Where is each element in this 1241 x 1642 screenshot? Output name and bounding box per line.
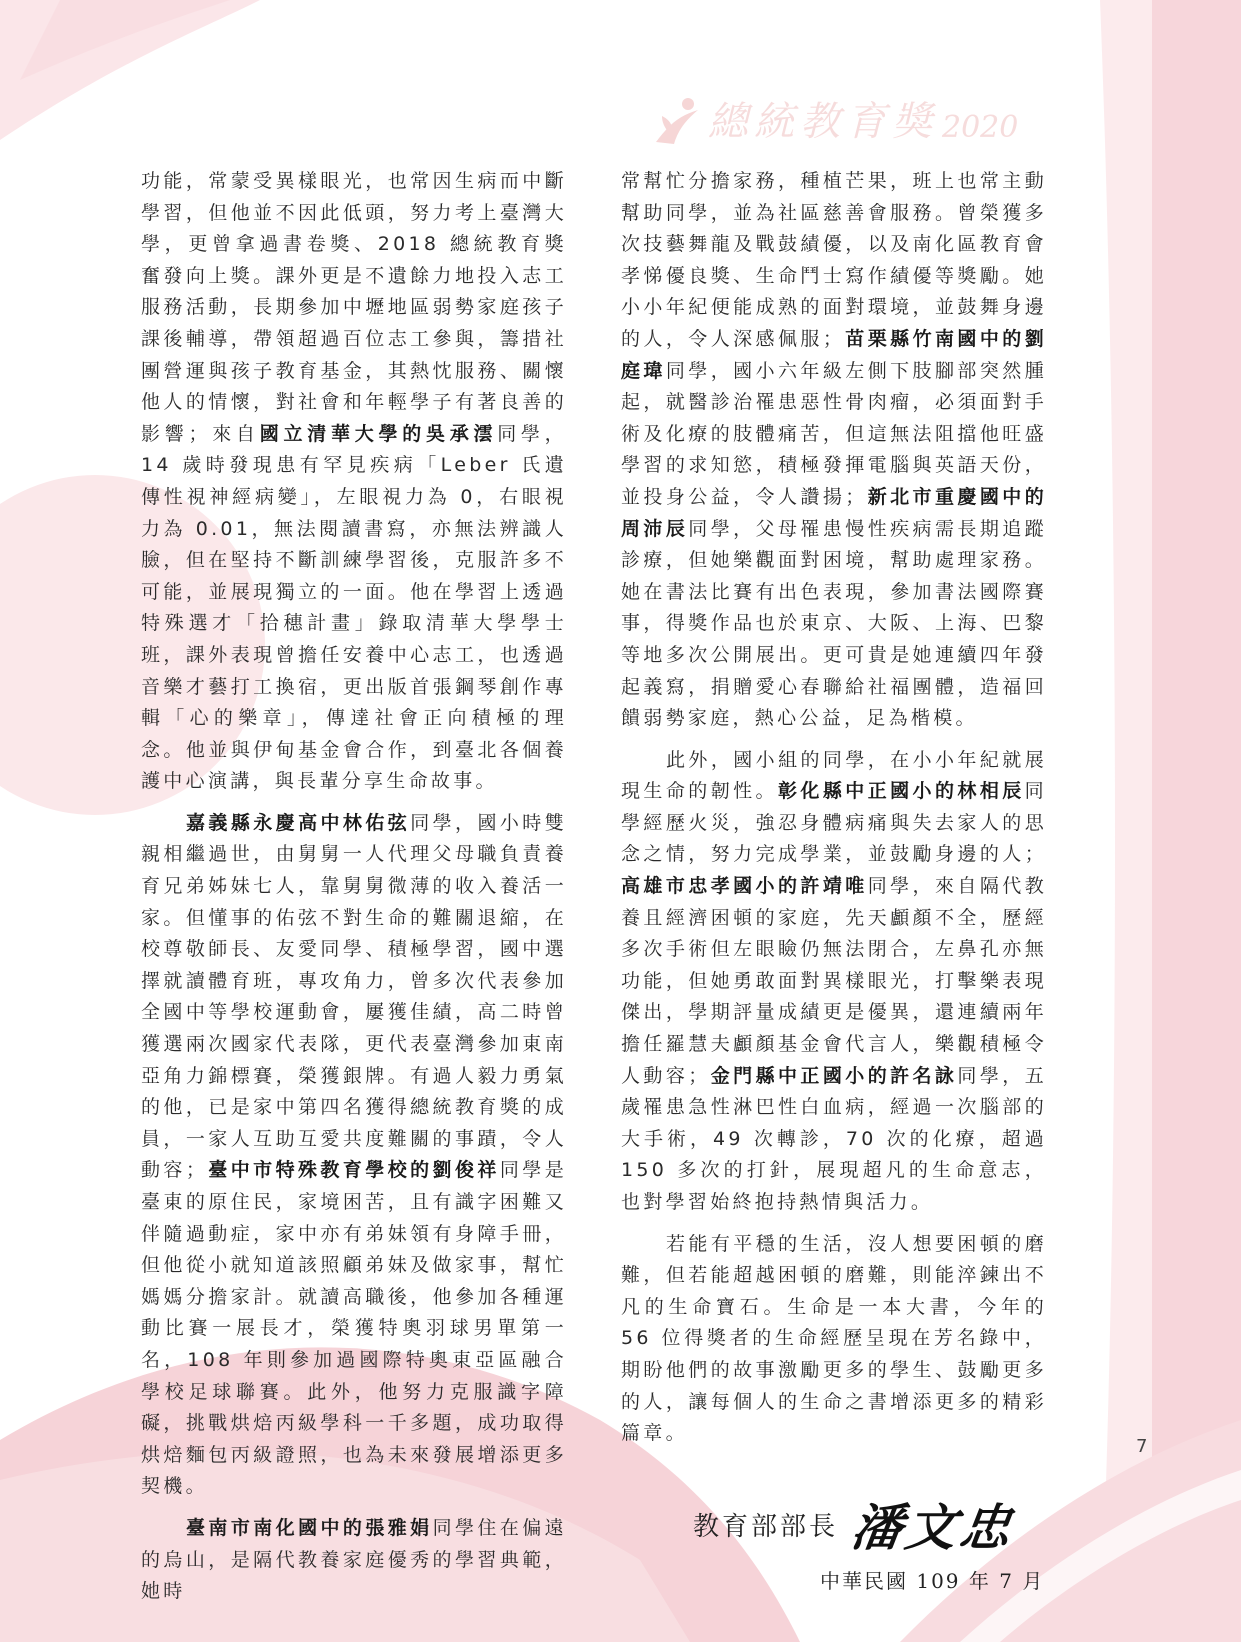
body-paragraph [621,166,1047,735]
highlighted-name: 新北市重慶國中的周沛辰 [621,485,1047,540]
highlighted-name: 嘉義縣永慶高中林佑弦 [186,811,411,834]
paragraph-text: 功能，常蒙受異樣眼光，也常因生病而中斷學習，但他並不因此低頭，努力考上臺灣大學，更曾拿過書卷獎、2018 總統教育獎奮發向上獎。課外更是不遺餘力地投入志工服務活動，長期參加中壢地區弱勢家庭孩子課後輔導，帶領超過百位志工參與，籌措社團營運與孩子教育基金，其熱忱服務、關懷他人的情懷，對社會和年輕學子有著良善的影響；來自 [141,170,567,445]
highlighted-name: 臺中市特殊教育學校的劉俊祥 [208,1159,500,1182]
right-strip-curve [1100,0,1152,1642]
award-logo [648,96,1018,148]
body-paragraph [141,166,567,798]
signature-title: 教育部部長 [693,1512,839,1543]
award-figure-icon [648,96,708,148]
highlighted-name: 金門縣中正國小的許名詠 [710,1064,958,1087]
body-paragraph [141,808,567,1503]
left-column-body [141,166,567,1608]
right-strip [1152,0,1241,1642]
paragraph-text: 常幫忙分擔家務，種植芒果，班上也常主動幫助同學，並為社區慈善會服務。曾榮獲多次技藝舞龍及戰鼓績優，以及南化區教育會孝悌優良獎、生命鬥士寫作績優等獎勵。她小小年紀便能成熟的面對環境，並鼓舞身邊的人，令人深感佩服； [621,170,1047,350]
signature-handwritten: 潘文忠 [847,1497,1019,1557]
paragraph-text: 同學，來自隔代教養且經濟困頓的家庭，先天顱顏不全，歷經多次手術但左眼瞼仍無法閉合，左鼻孔亦無功能，但她勇敢面對異樣眼光，打擊樂表現傑出，學期評量成績更是優異，還連續兩年擔任羅慧夫顱顏基金會代言人，樂觀積極令人動容； [621,875,1047,1087]
page-number: 7 [1136,1436,1148,1457]
body-paragraph [621,1229,1047,1450]
left-column [141,166,567,1618]
logo-year: 2020 [942,110,1019,145]
paragraph-text: 同學住在偏遠的烏山，是隔代教養家庭優秀的學習典範，她時 [141,1516,567,1603]
paragraph-text: 此外，國小組的同學，在小小年紀就展現生命的韌性。 [621,748,1047,803]
highlighted-name: 苗栗縣竹南國中的劉庭瑋 [621,327,1047,382]
paragraph-text: 同學經歷火災，強忍身體病痛與失去家人的思念之情，努力完成學業，並鼓勵身邊的人； [621,780,1047,866]
highlighted-name: 彰化縣中正國小的林相辰 [777,780,1025,803]
right-column [621,166,1047,1594]
highlighted-name: 臺南市南化國中的張雅娟 [186,1516,433,1539]
paragraph-text: 若能有平穩的生活，沒人想要困頓的磨難，但若能超越困頓的磨難，則能淬鍊出不凡的生命寶石。生命是一本大書，今年的 56 位得獎者的生命經歷呈現在芳名錄中，期盼他們的故事激勵更多的學生、鼓勵更多的人，讓每個人的生命之書增添更多的精彩篇章。 [621,1232,1047,1445]
body-paragraph [141,1513,567,1608]
logo-text: 總統教育獎 [708,99,938,145]
paragraph-text: 同學，國小六年級左側下肢腳部突然腫起，就醫診治罹患惡性骨肉瘤，必須面對手術及化療的肢體痛苦，但這無法阻擋他旺盛學習的求知慾，積極發揮電腦與英語天份，並投身公益，令人讚揚； [621,359,1047,508]
paragraph-text: 同學是臺東的原住民，家境困苦，且有識字困難又伴隨過動症，家中亦有弟妹領有身障手冊，但他從小就知道該照顧弟妹及做家事，幫忙媽媽分擔家計。就讀高職後，他參加各種運動比賽一展長才，榮獲特奧羽球男單第一名，108 年則參加過國際特奧東亞區融合學校足球聯賽。此外，他努力克服識字障礙，挑戰烘焙丙級學科一千多題，成功取得烘焙麵包丙級證照，也為未來發展增添更多契機。 [141,1159,567,1498]
signature-block [693,1498,1047,1558]
right-column-body [621,166,1047,1450]
signature-date: 中華民國 109 年 7 月 [820,1568,1045,1593]
paragraph-text: 同學，五歲罹患急性淋巴性白血病，經過一次腦部的大手術，49 次轉診，70 次的化療，超過 150 多次的打針，展現超凡的生命意志，也對學習始終抱持熱情與活力。 [621,1064,1048,1213]
paragraph-text: 同學，國小時雙親相繼過世，由舅舅一人代理父母職負責養育兄弟姊妹七人，靠舅舅微薄的收入養活一家。但懂事的佑弦不對生命的難關退縮，在校尊敬師長、友愛同學、積極學習，國中選擇就讀體育班，專攻角力，曾多次代表參加全國中等學校運動會，屢獲佳績，高二時曾獲選兩次國家代表隊，更代表臺灣參加東南亞角力錦標賽，榮獲銀牌。有過人毅力勇氣的他，已是家中第四名獲得總統教育獎的成員，一家人互助互愛共度難關的事蹟，令人動容； [141,811,567,1182]
highlighted-name: 國立清華大學的吳承澐 [259,422,498,445]
paragraph-text: 同學，父母罹患慢性疾病需長期追蹤診療，但她樂觀面對困境，幫助處理家務。她在書法比賽有出色表現，參加書法國際賽事，得獎作品也於東京、大阪、上海、巴黎等地多次公開展出。更可貴是她連續四年發起義寫，捐贈愛心春聯給社福團體，造福回饋弱勢家庭，熱心公益，足為楷模。 [621,517,1047,730]
paragraph-text: 同學，14 歲時發現患有罕見疾病「Leber 氏遺傳性視神經病變」，左眼視力為 0，右眼視力為 0.01，無法閱讀書寫，亦無法辨識人臉，但在堅持不斷訓練學習後，克服許多不可能，並展現獨立的一面。他在學習上透過特殊選才「拾穗計畫」錄取清華大學學士班，課外表現曾擔任安養中心志工，也透過音樂才藝打工換宿，更出版首張鋼琴創作專輯「心的樂章」，傳達社會正向積極的理念。他並與伊甸基金會合作，到臺北各個養護中心演講，與長輩分享生命故事。 [141,422,567,793]
body-paragraph [621,745,1047,1219]
highlighted-name: 高雄市忠孝國小的許靖唯 [621,875,868,898]
